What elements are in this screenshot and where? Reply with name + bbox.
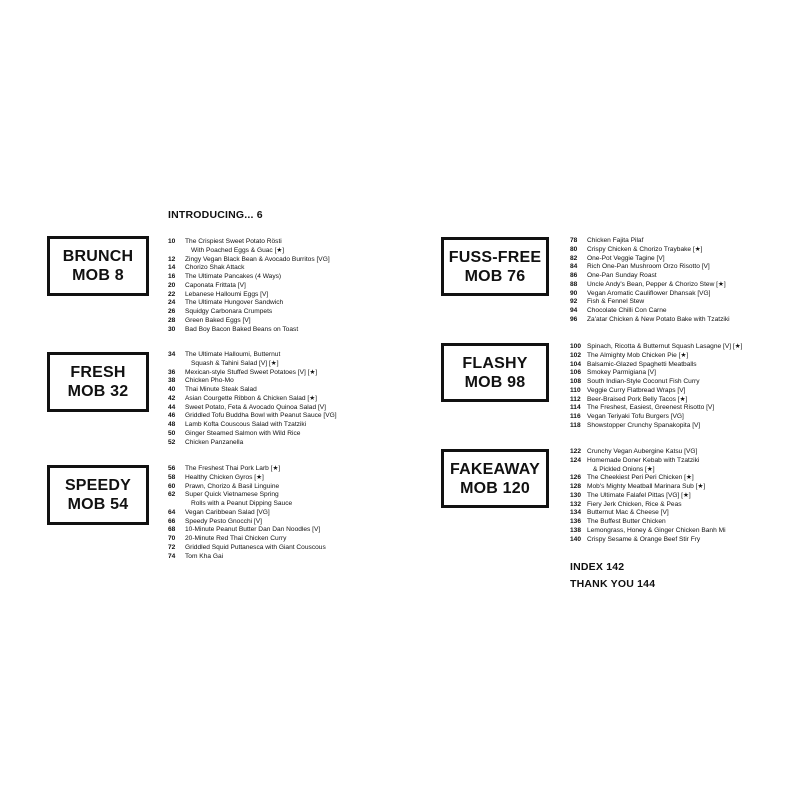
section-title: FLASHY <box>462 354 528 372</box>
toc-entry <box>168 465 326 474</box>
page-number: 50 <box>168 429 176 437</box>
toc-list-flashy <box>570 343 742 431</box>
page-number: 28 <box>168 316 176 324</box>
recipe-title: Vegan Teriyaki Tofu Burgers [VG] <box>587 413 684 420</box>
recipe-title: Beer-Braised Pork Belly Tacos [★] <box>587 395 688 403</box>
toc-entry <box>168 377 337 386</box>
toc-list-fuss-free <box>570 237 730 325</box>
recipe-title: Lemongrass, Honey & Ginger Chicken Banh Mi <box>587 526 726 534</box>
recipe-title: The Ultimate Falafel Pittas [VG] [★] <box>587 491 691 499</box>
recipe-title: Tom Kha Gai <box>185 552 224 560</box>
page-number: 16 <box>168 273 176 280</box>
page-number: 64 <box>168 508 176 516</box>
recipe-title: The Almighty Mob Chicken Pie [★] <box>587 351 689 359</box>
page-number: 42 <box>168 394 176 402</box>
recipe-title: Za'atar Chicken & New Potato Bake with Tzatziki <box>587 315 730 323</box>
section-title: FAKEAWAY <box>450 460 540 478</box>
recipe-title: Veggie Curry Flatbread Wraps [V] <box>587 386 686 394</box>
page-number: 68 <box>168 526 176 534</box>
recipe-title-continued: Squash & Tahini Salad [V] [★] <box>191 359 279 367</box>
recipe-title: The Freshest, Easiest, Greenest Risotto [V] <box>587 404 715 412</box>
toc-entry <box>570 316 730 325</box>
page-number: 60 <box>168 482 176 490</box>
page-number: 66 <box>168 517 176 525</box>
recipe-title: Chorizo Shak Attack <box>185 264 245 272</box>
recipe-title: Chicken Fajita Pilaf <box>587 237 644 244</box>
recipe-title: Lamb Kofta Couscous Salad with Tzatziki <box>185 421 307 428</box>
recipe-title: Showstopper Crunchy Spanakopita [V] <box>587 421 701 429</box>
recipe-title: The Crispiest Sweet Potato Rösti <box>185 238 282 245</box>
page-number: 72 <box>168 543 176 551</box>
page-number: 136 <box>570 518 582 525</box>
toc-entry <box>168 439 337 448</box>
page-number: 56 <box>168 465 176 472</box>
page-number: 36 <box>168 368 176 376</box>
recipe-title: Vegan Aromatic Cauliflower Dhansak [VG] <box>587 289 711 297</box>
page-number: 34 <box>168 351 176 358</box>
section-box-fuss-free <box>441 237 549 296</box>
page-number: 78 <box>570 237 578 244</box>
page-number: 84 <box>570 263 578 271</box>
recipe-title: Squidgy Carbonara Crumpets <box>185 308 273 315</box>
page-number: 114 <box>570 404 581 412</box>
recipe-title: Chicken Panzanella <box>185 438 244 446</box>
recipe-title: Uncle Andy's Bean, Pepper & Chorizo Stew [★] <box>587 280 726 288</box>
toc-entry <box>168 483 326 492</box>
section-title: FUSS-FREE <box>448 248 542 266</box>
page-number: 108 <box>570 378 582 385</box>
page-number: 86 <box>570 272 578 279</box>
toc-entry <box>570 246 730 255</box>
page-number: 58 <box>168 473 176 481</box>
toc-entry <box>168 404 337 413</box>
recipe-title: Asian Courgette Ribbon & Chicken Salad [★] <box>185 394 317 402</box>
recipe-title: Caponata Frittata [V] <box>185 281 246 289</box>
toc-entry <box>168 474 326 483</box>
recipe-title: Mexican-style Stuffed Sweet Potatoes [V] [★] <box>185 368 318 376</box>
recipe-title-continued: With Poached Eggs & Guac [★] <box>191 246 285 254</box>
page-number: 70 <box>168 535 176 542</box>
toc-list-fresh <box>168 351 337 447</box>
toc-entry <box>168 273 330 282</box>
toc-entry <box>168 491 326 509</box>
page-number: 92 <box>570 298 578 306</box>
page-number: 88 <box>570 280 578 288</box>
page-number: 140 <box>570 535 582 543</box>
section-title: SPEEDY <box>64 477 132 494</box>
page-number: 52 <box>168 438 176 446</box>
page-number: 22 <box>168 290 176 298</box>
recipe-title: The Cheekiest Peri Peri Chicken [★] <box>587 474 694 482</box>
toc-entry <box>168 264 330 273</box>
toc-entry <box>168 421 337 430</box>
toc-entry <box>168 238 330 256</box>
section-page: MOB 8 <box>72 267 124 284</box>
toc-entry <box>570 307 730 316</box>
recipe-title: South Indian-Style Coconut Fish Curry <box>587 378 700 385</box>
toc-entry <box>570 378 742 387</box>
recipe-title: Crispy Chicken & Chorizo Traybake [★] <box>587 245 703 253</box>
toc-entry <box>168 282 330 291</box>
recipe-title: Rich One-Pan Mushroom Orzo Risotto [V] <box>587 263 710 271</box>
recipe-title: Chicken Pho-Mo <box>185 377 234 385</box>
page-number: 106 <box>570 369 582 377</box>
recipe-title: The Freshest Thai Pork Larb [★] <box>185 465 281 472</box>
toc-entry <box>570 237 730 246</box>
page-number: 12 <box>168 255 176 263</box>
toc-entry <box>168 509 326 518</box>
toc-entry <box>168 299 330 308</box>
page-number: 74 <box>168 552 176 560</box>
page-number: 44 <box>168 403 176 411</box>
section-box-speedy <box>47 465 149 525</box>
recipe-title-continued: Rolls with a Peanut Dipping Sauce <box>191 500 293 507</box>
toc-entry <box>168 412 337 421</box>
section-box-fresh <box>47 352 149 412</box>
recipe-title: The Ultimate Halloumi, Butternut <box>185 351 281 358</box>
toc-entry <box>168 544 326 553</box>
page-number: 48 <box>168 421 176 428</box>
page-number: 100 <box>570 343 582 350</box>
recipe-title: Sweet Potato, Feta & Avocado Quinoa Salad [V] <box>185 403 327 411</box>
toc-entry <box>168 326 330 335</box>
recipe-title: Ginger Steamed Salmon with Wild Rice <box>185 429 301 437</box>
toc-entry <box>570 290 730 299</box>
toc-entry <box>570 361 742 370</box>
section-box-fakeaway <box>441 449 549 508</box>
page-number: 134 <box>570 509 582 517</box>
page-number: 90 <box>570 289 578 297</box>
recipe-title: One-Pan Sunday Roast <box>587 272 657 279</box>
recipe-title: Green Baked Eggs [V] <box>185 316 251 324</box>
toc-entry <box>570 518 726 527</box>
page-number: 124 <box>570 456 582 464</box>
page-number: 130 <box>570 491 582 499</box>
recipe-title: Prawn, Chorizo & Basil Linguine <box>185 482 280 490</box>
section-page: MOB 98 <box>464 373 526 391</box>
section-title: BRUNCH <box>62 248 134 265</box>
toc-entry <box>168 369 337 378</box>
recipe-title: Mob's Mighty Meatball Marinara Sub [★] <box>587 483 706 490</box>
toc-entry <box>570 298 730 307</box>
toc-entry <box>168 351 337 369</box>
recipe-title: The Ultimate Hungover Sandwich <box>185 299 284 307</box>
recipe-title: Smokey Parmigiana [V] <box>587 369 656 377</box>
recipe-title: Zingy Vegan Black Bean & Avocado Burritos [VG] <box>185 255 330 263</box>
recipe-title: One-Pot Veggie Tagine [V] <box>587 254 665 262</box>
recipe-title: The Buffest Butter Chicken <box>587 518 666 525</box>
page-number: 46 <box>168 412 176 420</box>
recipe-title: Speedy Pesto Gnocchi [V] <box>185 517 262 525</box>
page-number: 128 <box>570 483 582 490</box>
toc-entry <box>570 448 726 457</box>
recipe-title: Homemade Doner Kebab with Tzatziki <box>587 456 700 464</box>
recipe-title: 10-Minute Peanut Butter Dan Dan Noodles [V] <box>185 526 321 534</box>
toc-entry <box>570 352 742 361</box>
recipe-title: Crunchy Vegan Aubergine Katsu [VG] <box>587 448 698 455</box>
page-number: 82 <box>570 254 578 262</box>
section-box-flashy <box>441 343 549 402</box>
intro-heading: INTRODUCING... 6 <box>168 209 263 221</box>
toc-entry <box>570 483 726 492</box>
toc-entry <box>168 395 337 404</box>
page-number: 104 <box>570 360 582 368</box>
recipe-title: Balsamic-Glazed Spaghetti Meatballs <box>587 360 697 368</box>
toc-entry <box>570 263 730 272</box>
toc-entry <box>168 256 330 265</box>
recipe-title: Butternut Mac & Cheese [V] <box>587 509 669 517</box>
page-number: 20 <box>168 281 176 289</box>
page-number: 110 <box>570 386 581 394</box>
toc-entry <box>570 387 742 396</box>
page-number: 116 <box>570 413 581 420</box>
toc-entry <box>570 474 726 483</box>
toc-entry <box>570 492 726 501</box>
toc-entry <box>570 369 742 378</box>
page-number: 122 <box>570 448 582 455</box>
page-number: 138 <box>570 526 582 534</box>
recipe-title-continued: & Pickled Onions [★] <box>593 465 655 473</box>
toc-entry <box>570 255 730 264</box>
recipe-title: 20-Minute Red Thai Chicken Curry <box>185 535 287 542</box>
toc-entry <box>570 501 726 510</box>
page-number: 102 <box>570 351 582 359</box>
section-page: MOB 120 <box>460 479 530 497</box>
section-page: MOB 54 <box>67 496 129 513</box>
recipe-title: Vegan Caribbean Salad [VG] <box>185 508 270 516</box>
page-number: 30 <box>168 325 176 333</box>
page-number: 10 <box>168 238 176 245</box>
toc-entry <box>168 535 326 544</box>
recipe-title: The Ultimate Pancakes (4 Ways) <box>185 273 282 280</box>
toc-entry <box>168 553 326 562</box>
index-heading: INDEX 142 <box>570 561 625 573</box>
page-number: 40 <box>168 386 176 393</box>
toc-entry <box>168 308 330 317</box>
page-number: 38 <box>168 377 176 385</box>
recipe-title: Lebanese Halloumi Eggs [V] <box>185 290 269 298</box>
recipe-title: Healthy Chicken Gyros [★] <box>185 473 264 481</box>
recipe-title: Super Quick Vietnamese Spring <box>185 491 279 499</box>
toc-entry <box>168 386 337 395</box>
recipe-title: Chocolate Chilli Con Carne <box>587 307 667 314</box>
recipe-title: Spinach, Ricotta & Butternut Squash Lasagne [V] [★] <box>587 343 743 350</box>
page-number: 112 <box>570 395 581 403</box>
page-number: 126 <box>570 474 582 482</box>
recipe-title: Bad Boy Bacon Baked Beans on Toast <box>185 325 299 333</box>
thank-you-heading: THANK YOU 144 <box>570 578 656 590</box>
toc-entry <box>168 430 337 439</box>
toc-entry <box>570 281 730 290</box>
page-number: 80 <box>570 245 578 253</box>
page-number: 14 <box>168 264 176 272</box>
toc-list-fakeaway <box>570 448 726 544</box>
recipe-title: Fiery Jerk Chicken, Rice & Peas <box>587 500 682 508</box>
toc-entry <box>570 272 730 281</box>
section-page: MOB 32 <box>67 383 129 400</box>
toc-entry <box>570 343 742 352</box>
recipe-title: Griddled Tofu Buddha Bowl with Peanut Sauce [VG] <box>185 412 337 420</box>
page-number: 26 <box>168 308 176 315</box>
section-title: FRESH <box>70 364 126 381</box>
toc-entry <box>168 526 326 535</box>
toc-entry <box>570 413 742 422</box>
toc-entry <box>168 518 326 527</box>
page-number: 132 <box>570 500 582 508</box>
recipe-title: Griddled Squid Puttanesca with Giant Couscous <box>185 543 326 551</box>
page-number: 62 <box>168 491 176 499</box>
page-number: 96 <box>570 315 578 323</box>
toc-entry <box>570 457 726 475</box>
page-number: 94 <box>570 307 578 314</box>
toc-entry <box>168 317 330 326</box>
recipe-title: Fish & Fennel Stew <box>587 298 645 306</box>
toc-list-brunch <box>168 238 330 334</box>
section-page: MOB 76 <box>464 267 526 285</box>
page-number: 118 <box>570 421 581 429</box>
section-box-brunch <box>47 236 149 296</box>
toc-entry <box>570 527 726 536</box>
toc-entry <box>570 536 726 545</box>
recipe-title: Thai Minute Steak Salad <box>185 386 257 393</box>
toc-entry <box>570 404 742 413</box>
toc-list-speedy <box>168 465 326 561</box>
page-number: 24 <box>168 299 176 307</box>
toc-entry <box>570 509 726 518</box>
recipe-title: Crispy Sesame & Orange Beef Stir Fry <box>587 535 701 543</box>
toc-entry <box>168 291 330 300</box>
toc-entry <box>570 422 742 431</box>
toc-entry <box>570 396 742 405</box>
